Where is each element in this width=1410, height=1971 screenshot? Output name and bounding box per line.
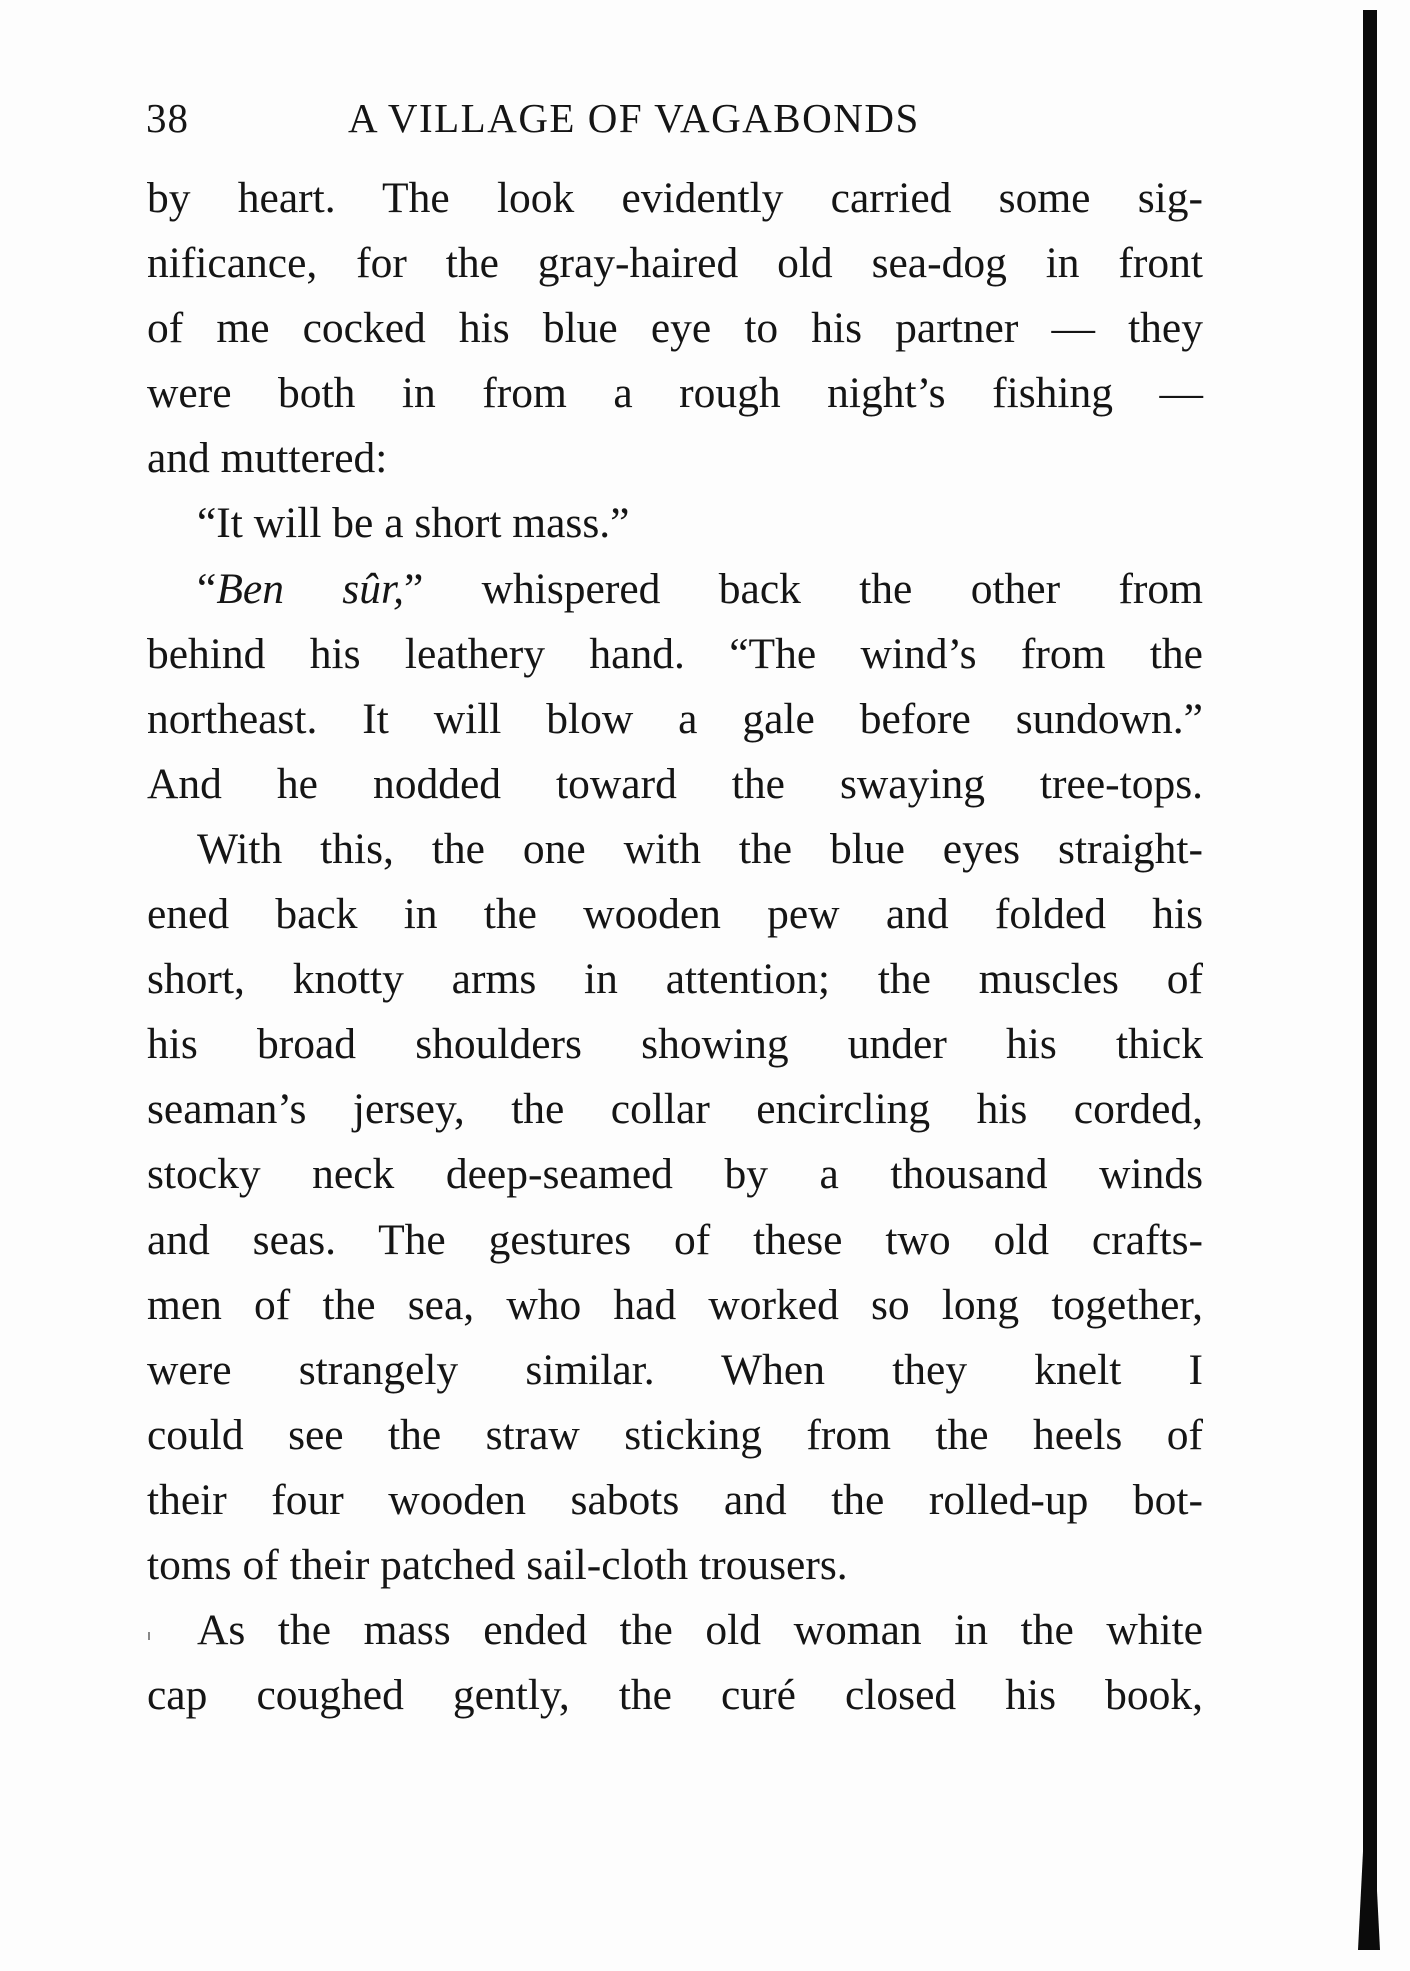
body-text [147,166,1203,1728]
text-line: “It will be a short mass.” [197,499,630,548]
text-line: were both in from a rough night’s fishing — [147,369,1203,418]
text-line: northeast. It will blow a gale before sundown.” [147,694,1203,743]
italic-phrase: Ben sûr, [216,564,404,613]
page-number: 38 [146,95,189,141]
text-line: his broad shoulders showing under his thick [147,1020,1203,1069]
text-line: seaman’s jersey, the collar encircling his corded, [147,1085,1203,1134]
text-line: of me cocked his blue eye to his partner — they [147,304,1203,353]
text-line: by heart. The look evidently carried some sig- [147,174,1203,222]
running-title: A VILLAGE OF VAGABONDS [348,95,920,141]
text-line-italic-quote [147,557,1203,622]
text-line: and seas. The gestures of these two old crafts- [147,1215,1203,1264]
text-line: were strangely similar. When they knelt I [147,1345,1203,1394]
print-speck [148,1632,150,1640]
text-line: toms of their patched sail-cloth trousers. [147,1540,848,1589]
text-line: stocky neck deep-seamed by a thousand winds [147,1150,1203,1199]
text-line: and muttered: [147,434,388,483]
open-quote: “ [197,564,217,613]
text-line: ened back in the wooden pew and folded his [147,890,1203,939]
text-line: With this, the one with the blue eyes straight- [197,824,1203,873]
text-line: nificance, for the gray-haired old sea-dog in front [147,239,1203,288]
text-line: could see the straw sticking from the heels of [147,1410,1203,1459]
text-line: As the mass ended the old woman in the white [197,1606,1203,1655]
running-head [146,94,1006,144]
text-line: behind his leathery hand. “The wind’s from the [147,629,1203,678]
quote-rest: ” whispered back the other from [403,564,1204,613]
text-line: cap coughed gently, the curé closed his book, [147,1671,1203,1720]
page-edge-bar [1363,10,1377,1950]
text-line: men of the sea, who had worked so long together, [147,1280,1203,1329]
text-line: short, knotty arms in attention; the muscles of [147,955,1203,1004]
text-line: their four wooden sabots and the rolled-up bot- [147,1475,1203,1524]
text-line: And he nodded toward the swaying tree-tops. [147,759,1203,808]
